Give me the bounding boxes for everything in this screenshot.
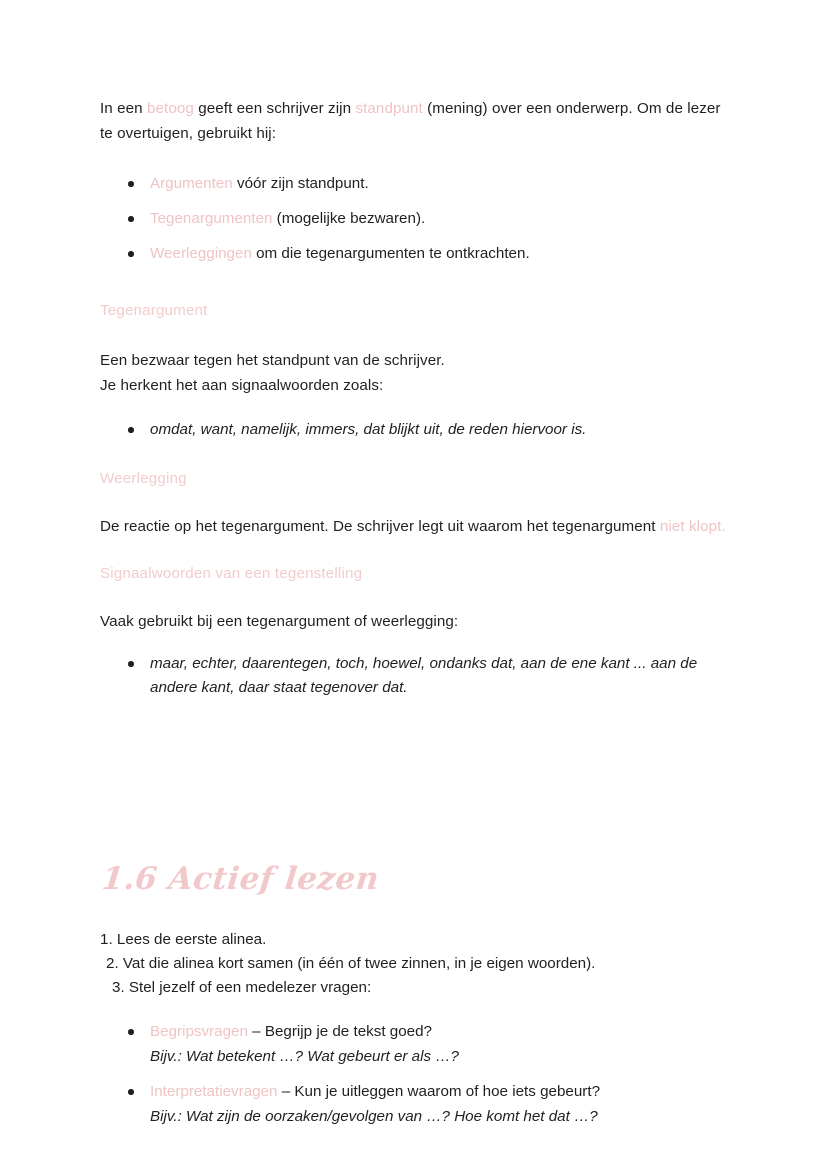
signaalwoorden-body: Vaak gebruikt bij een tegenargument of weerlegging: — [100, 613, 459, 630]
intro-keyword-betoog: betoog — [146, 100, 194, 117]
tegenargument-signal-words-list — [100, 418, 732, 442]
list-item — [100, 1080, 732, 1129]
intro-text-c: (mening) over een onderwerp. Om de lezer — [422, 100, 721, 117]
intro-line-2: te overtuigen, gebruikt hij: — [100, 125, 277, 142]
list-item — [100, 418, 732, 442]
bullet-dot-icon — [128, 251, 134, 257]
bullet-text: vóór zijn standpunt. — [232, 175, 369, 192]
page-title-actief-lezen: 1.6 Actief lezen — [100, 861, 381, 897]
weerlegging-keyword: niet klopt. — [659, 518, 726, 535]
tegenargument-line-1: Een bezwaar tegen het standpunt van de schrijver. — [100, 352, 445, 369]
actief-lezen-steps — [100, 928, 732, 1000]
question-type-text: – Begrijp je de tekst goed? — [247, 1023, 432, 1040]
signal-words-text: omdat, want, namelijk, immers, dat blijkt uit, de reden hiervoor is. — [150, 421, 587, 438]
list-item — [100, 242, 732, 266]
question-type-example: Bijv.: Wat betekent …? Wat gebeurt er als …? — [150, 1048, 459, 1065]
tegenargument-line-2: Je herkent het aan signaalwoorden zoals: — [100, 377, 384, 394]
bullet-dot-icon — [128, 1089, 134, 1095]
weerlegging-body — [100, 514, 732, 539]
signaalwoorden-bullet-list — [100, 652, 732, 700]
bullet-text: om die tegenargumenten te ontkrachten. — [251, 245, 530, 262]
list-item — [100, 652, 732, 700]
heading-signaalwoorden-tegenstelling: Signaalwoorden van een tegenstelling — [100, 565, 363, 582]
question-type-text: – Kun je uitleggen waarom of hoe iets gebeurt? — [277, 1083, 601, 1100]
bullet-keyword: Weerleggingen — [150, 245, 252, 262]
question-type-example: Bijv.: Wat zijn de oorzaken/gevolgen van …? Hoe komt het dat …? — [150, 1108, 598, 1125]
list-item — [100, 1020, 732, 1069]
bullet-keyword: Argumenten — [150, 175, 233, 192]
bullet-dot-icon — [128, 216, 134, 222]
signal-words-text: maar, echter, daarentegen, toch, hoewel, ondanks dat, aan de ene kant ... aan de andere kant, daar staat tegenover dat. — [150, 655, 698, 696]
list-item — [100, 207, 732, 231]
bullet-dot-icon — [128, 1029, 134, 1035]
intro-bullet-list — [100, 172, 732, 266]
question-type-keyword: Interpretatievragen — [150, 1083, 278, 1100]
bullet-text: (mogelijke bezwaren). — [272, 210, 426, 227]
document-content — [100, 96, 732, 1129]
intro-paragraph — [100, 96, 732, 146]
question-types-list — [100, 1020, 732, 1129]
bullet-dot-icon — [128, 427, 134, 433]
heading-weerlegging: Weerlegging — [100, 470, 187, 487]
bullet-dot-icon — [128, 181, 134, 187]
question-type-keyword: Begripsvragen — [150, 1023, 248, 1040]
intro-text-a: In een — [100, 100, 147, 117]
list-item: 2. Vat die alinea kort samen (in één of twee zinnen, in je eigen woorden). — [106, 955, 596, 972]
weerlegging-text: De reactie op het tegenargument. De schrijver legt uit waarom het tegenargument — [100, 518, 660, 535]
heading-tegenargument: Tegenargument — [100, 302, 208, 319]
list-item: 1. Lees de eerste alinea. — [100, 931, 267, 948]
list-item — [100, 172, 732, 196]
bullet-dot-icon — [128, 661, 134, 667]
intro-keyword-standpunt: standpunt — [355, 100, 423, 117]
tegenargument-body — [100, 348, 732, 398]
list-item: 3. Stel jezelf of een medelezer vragen: — [112, 979, 372, 996]
bullet-keyword: Tegenargumenten — [150, 210, 273, 227]
intro-text-b: geeft een schrijver zijn — [193, 100, 356, 117]
